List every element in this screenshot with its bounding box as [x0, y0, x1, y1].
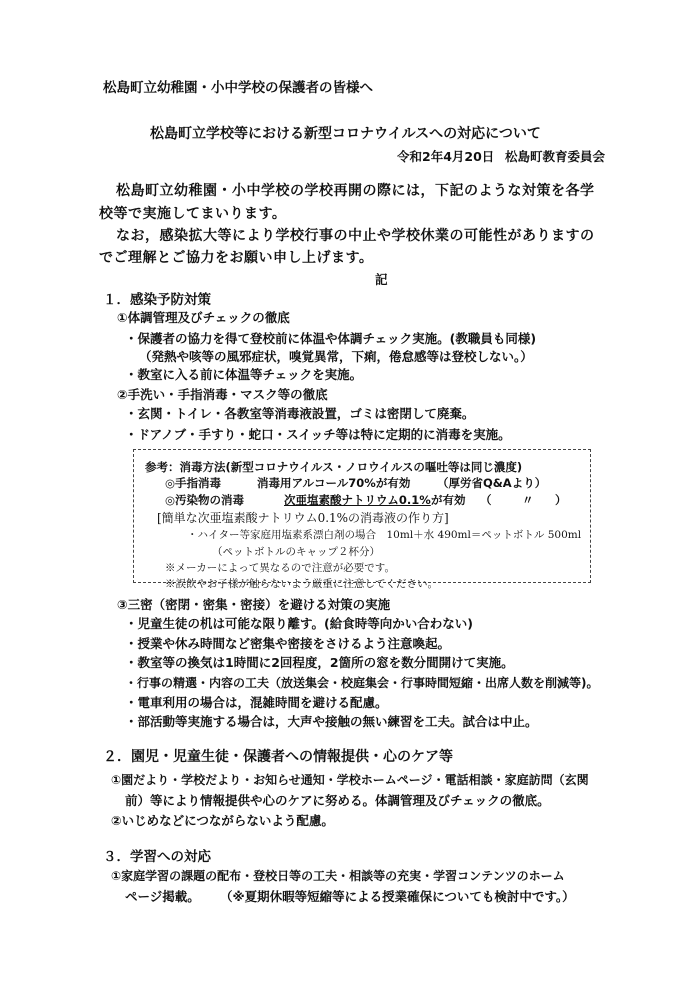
box-contaminant-label: ◎汚染物の消毒: [165, 493, 245, 507]
box-recipe-heading: [簡単な次亜塩素酸ナトリウム0.1%の消毒液の作り方]: [157, 511, 449, 525]
box-contaminant-open-paren: （: [480, 493, 492, 507]
section2-item1-line1: ①園だより・学校だより・お知らせ通知・学校ホームページ・電話相談・家庭訪問（玄関: [111, 773, 589, 787]
section1-sub3: ③三密（密閉・密集・密接）を避ける対策の実施: [117, 597, 391, 612]
intro-paragraph-2-line-1: なお，感染拡大等により学校行事の中止や学校休業の可能性がありますの: [116, 228, 595, 244]
ki-mark: 記: [375, 272, 388, 287]
box-hand-disinfection-source: （厚労省Q&Aより）: [437, 476, 547, 490]
section2-item1-line2: 前）等により情報提供や心のケアに努める。体調管理及びチェックの徹底。: [125, 793, 550, 808]
disinfection-reference-box: [133, 449, 591, 590]
section1-sub1-item3: ・教室に入る前に体温等チェックを実施。: [125, 367, 363, 382]
addressee: 松島町立幼稚園・小中学校の保護者の皆様へ: [103, 80, 373, 96]
section1-sub3-item1: ・児童生徒の机は可能な限り離す。(給食時等向かい合わない): [125, 616, 473, 631]
box-hand-disinfection-label: ◎手指消毒: [165, 476, 222, 490]
box-contaminant-effective: が有効: [431, 493, 466, 507]
box-recipe-detail: ・ハイター等家庭用塩素系漂白剤の場合 10ml＋水 490ml＝ペットボトル 500ml: [187, 529, 582, 541]
section1-sub3-item6: ・部活動等実施する場合は，大声や接触の無い練習を工夫。試合は中止。: [125, 714, 538, 729]
box-line-1: 参考：消毒方法(新型コロナウイルス・ノロウイルスの嘔吐等は同じ濃度): [145, 460, 523, 474]
box-hand-disinfection-agent: 消毒用アルコール70%が有効: [257, 476, 411, 490]
section1-sub2: ②手洗い・手指消毒・マスク等の徹底: [117, 387, 328, 402]
section1-heading: １．感染予防対策: [103, 292, 211, 308]
section1-sub3-item4: ・行事の精選・内容の工夫（放送集会・校庭集会・行事時間短縮・出席人数を削減等)。: [125, 676, 599, 690]
intro-paragraph-1-line-2: 校等で実施してまいります。: [99, 206, 287, 222]
section1-sub3-item2: ・授業や休み時間など密集や密接をさけるよう注意喚起。: [125, 636, 451, 651]
section3-item1-line2-a: ページ掲載。: [125, 889, 200, 904]
section1-sub1: ①体調管理及びチェックの徹底: [117, 310, 290, 325]
section2-heading: ２．園児・児童生徒・保護者への情報提供・心のケア等: [103, 749, 453, 765]
document-title: 松島町立学校等における新型コロナウイルスへの対応について: [150, 126, 541, 142]
section1-sub2-item1: ・玄関・トイレ・各教室等消毒液設置，ゴミは密閉して廃棄。: [125, 406, 475, 421]
issuer: 松島町教育委員会: [505, 149, 606, 164]
intro-paragraph-2-line-2: でご理解とご協力をお願い申し上げます。: [99, 250, 374, 266]
section1-sub3-item3: ・教室等の換気は1時間に2回程度，2箇所の窓を数分間開けて実施。: [125, 655, 514, 670]
section1-sub1-item1: ・保護者の協力を得て登校前に体温や体調チェック実施。(教職員も同様): [125, 331, 537, 346]
intro-paragraph-1-line-1: 松島町立幼稚園・小中学校の学校再開の際には，下記のような対策を各学: [116, 183, 595, 199]
issue-date: 令和2年4月20日: [397, 149, 495, 164]
section3-item1-line1: ①家庭学習の課題の配布・登校日等の工夫・相談等の充実・学習コンテンツのホーム: [111, 869, 565, 883]
section3-heading: ３．学習への対応: [103, 849, 211, 865]
box-caution-1: ※メーカーによって異なるので注意が必要です。: [165, 562, 395, 574]
box-contaminant-close-paren: ）: [555, 493, 567, 507]
section2-item2: ②いじめなどにつながらないよう配慮。: [111, 813, 334, 828]
box-contaminant-ditto: 〃: [522, 493, 534, 507]
section1-sub2-item2: ・ドアノブ・手すり・蛇口・スイッチ等は特に定期的に消毒を実施。: [125, 427, 511, 442]
box-contaminant-agent: 次亜塩素酸ナトリウム0.1%: [284, 493, 431, 507]
section1-sub1-item2: （発熱や咳等の風邪症状，嗅覚異常，下痢，倦怠感等は登校しない。）: [139, 349, 533, 364]
section3-item1-line2-b: （※夏期休暇等短縮等による授業確保についても検討中です。）: [220, 889, 575, 904]
box-caution-2: ※誤飲やお子様が触らないよう厳重に注意してください。: [165, 578, 438, 590]
section1-sub3-item5: ・電車利用の場合は，混雑時間を避ける配慮。: [125, 695, 388, 710]
box-recipe-note: （ペットボトルのキャップ２杯分）: [212, 546, 380, 558]
